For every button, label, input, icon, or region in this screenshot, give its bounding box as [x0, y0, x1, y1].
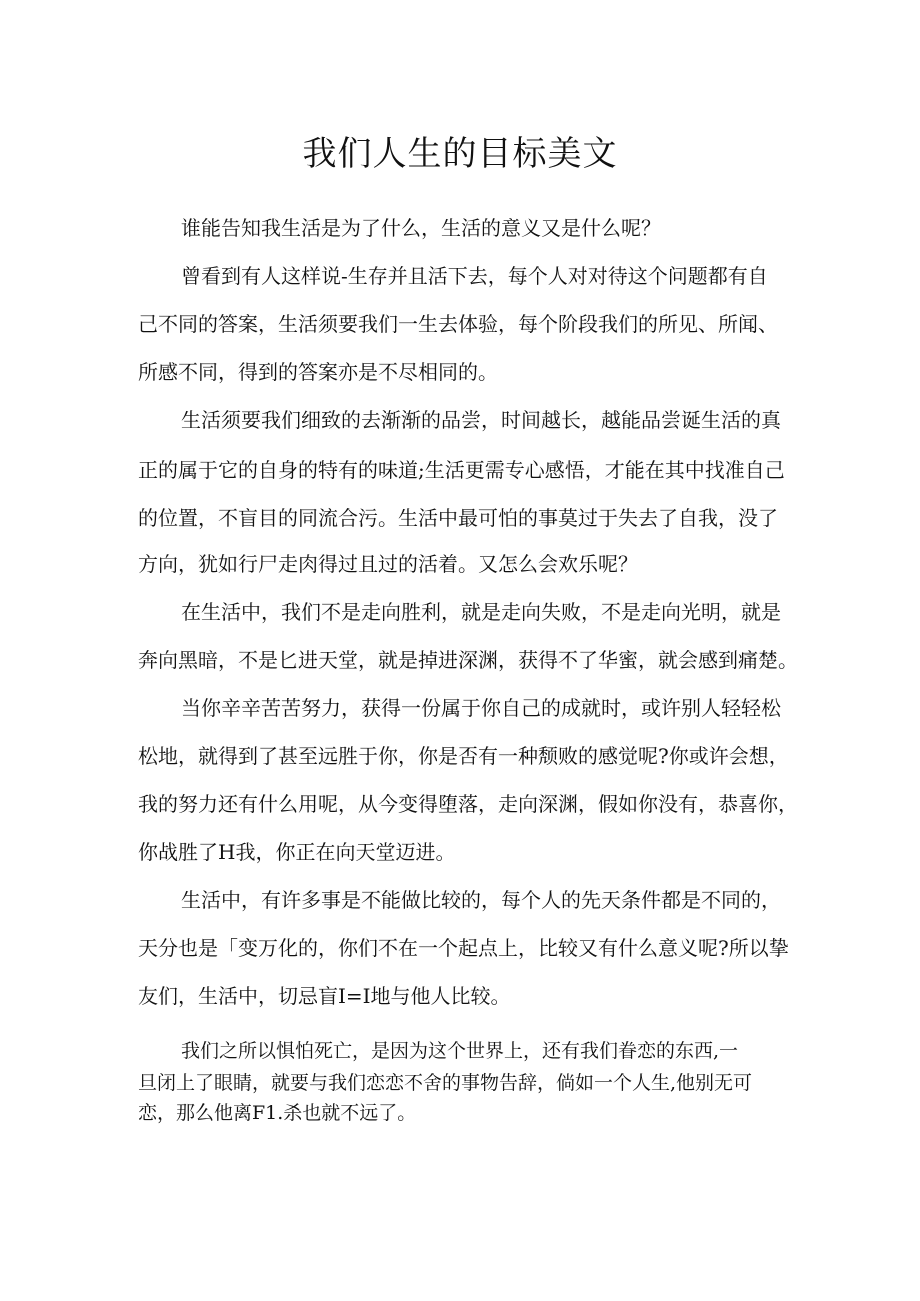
text-line: 己不同的答案，生活须要我们一生去体验，每个阶段我们的所见、所闻、: [138, 312, 778, 336]
text-line: 在生活中，我们不是走向胜利，就是走向失败，不是走向光明，就是: [181, 600, 781, 624]
text-line: 友们，生活中，切忌盲I=I地与他人比较。: [138, 984, 511, 1008]
text-line: 我的努力还有什么用呢，从今变得堕落，走向深渊，假如你没有，恭喜你，: [138, 792, 798, 816]
text-line: 正的属于它的自身的特有的味道;生活更需专心感悟，才能在其中找准自己: [138, 458, 785, 482]
text-line: 生活须要我们细致的去渐渐的品尝，时间越长，越能品尝诞生活的真: [181, 408, 781, 432]
text-line: 旦闭上了眼睛，就要与我们恋恋不舍的事物告辞，倘如一个人生,他别无可: [138, 1072, 753, 1094]
text-line: 曾看到有人这样说-生存并且活下去，每个人对对待这个问题都有自: [181, 264, 768, 288]
text-line: 我们之所以惧怕死亡，是因为这个世界上，还有我们眷恋的东西,一: [181, 1040, 739, 1062]
document-title: 我们人生的目标美文: [302, 134, 618, 174]
text-line: 当你辛辛苦苦努力，获得一份属于你自己的成就时，或许别人轻轻松: [181, 696, 781, 720]
text-line: 你战胜了H我，你正在向天堂迈进。: [138, 840, 456, 864]
text-line: 方向，犹如行尸走肉得过且过的活着。又怎么会欢乐呢？: [138, 552, 638, 576]
text-line: 的位置，不盲目的同流合污。生活中最可怕的事莫过于失去了自我，没了: [138, 506, 778, 530]
text-line: 谁能告知我生活是为了什么，生活的意义又是什么呢？: [181, 216, 661, 240]
text-line: 生活中，有许多事是不能做比较的，每个人的先天条件都是不同的，: [181, 888, 781, 912]
text-line: 奔向黑暗，不是匕进天堂，就是掉进深渊，获得不了华蜜，就会感到痛楚。: [138, 648, 798, 672]
text-line: 松地，就得到了甚至远胜于你，你是否有一种颓败的感觉呢?你或许会想，: [138, 744, 789, 768]
text-line: 天分也是「变万化的，你们不在一个起点上，比较又有什么意义呢?所以挚: [138, 936, 789, 960]
text-line: 所感不同，得到的答案亦是不尽相同的。: [138, 360, 498, 384]
text-line: 恋，那么他离F1.杀也就不远了。: [138, 1102, 417, 1124]
